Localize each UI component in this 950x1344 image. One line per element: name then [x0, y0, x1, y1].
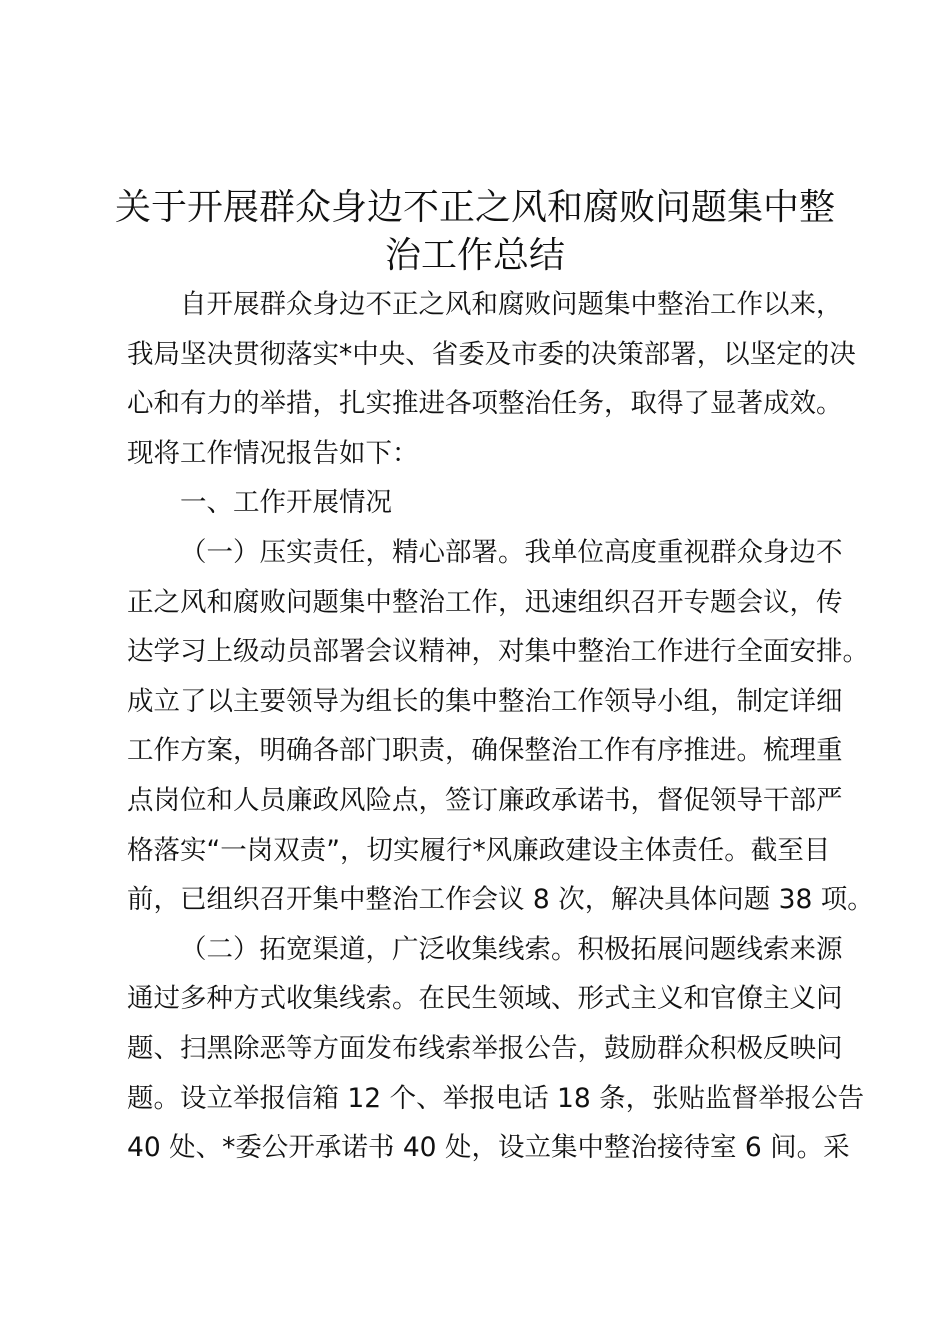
body-line: 我局坚决贯彻落实*中央、省委及市委的决策部署，以坚定的决 [127, 338, 856, 370]
body-line: 现将工作情况报告如下： [127, 437, 419, 469]
body-line: 点岗位和人员廉政风险点，签订廉政承诺书，督促领导干部严 [127, 784, 843, 816]
body-line: 40 处、*委公开承诺书 40 处，设立集中整治接待室 6 间。采 [127, 1132, 850, 1164]
document-title-line-1: 关于开展群众身边不正之风和腐败问题集中整 [114, 187, 835, 228]
body-line: 格落实“一岗双责”，切实履行*风廉政建设主体责任。截至目 [127, 834, 831, 866]
body-line: 正之风和腐败问题集中整治工作，迅速组织召开专题会议，传 [127, 586, 843, 618]
body-line: （二）拓宽渠道，广泛收集线索。积极拓展问题线索来源 [180, 933, 843, 965]
document-body [127, 280, 874, 1173]
body-line: 达学习上级动员部署会议精神，对集中整治工作进行全面安排。 [127, 636, 869, 668]
body-line: 心和有力的举措，扎实推进各项整治任务，取得了显著成效。 [127, 388, 843, 420]
body-line: 题。设立举报信箱 12 个、举报电话 18 条，张贴监督举报公告 [127, 1082, 865, 1114]
body-line: 前，已组织召开集中整治工作会议 8 次，解决具体问题 38 项。 [127, 884, 874, 916]
body-line: 一、工作开展情况 [180, 487, 392, 519]
body-line: （一）压实责任，精心部署。我单位高度重视群众身边不 [180, 536, 843, 568]
body-line: 题、扫黑除恶等方面发布线索举报公告，鼓励群众积极反映问 [127, 1032, 843, 1064]
document-title-line-2: 治工作总结 [384, 235, 565, 276]
body-line: 自开展群众身边不正之风和腐败问题集中整治工作以来， [180, 289, 843, 320]
body-line: 工作方案，明确各部门职责，确保整治工作有序推进。梳理重 [127, 735, 843, 767]
body-line: 通过多种方式收集线索。在民生领域、形式主义和官僚主义问 [127, 983, 843, 1015]
body-line: 成立了以主要领导为组长的集中整治工作领导小组，制定详细 [127, 685, 843, 717]
